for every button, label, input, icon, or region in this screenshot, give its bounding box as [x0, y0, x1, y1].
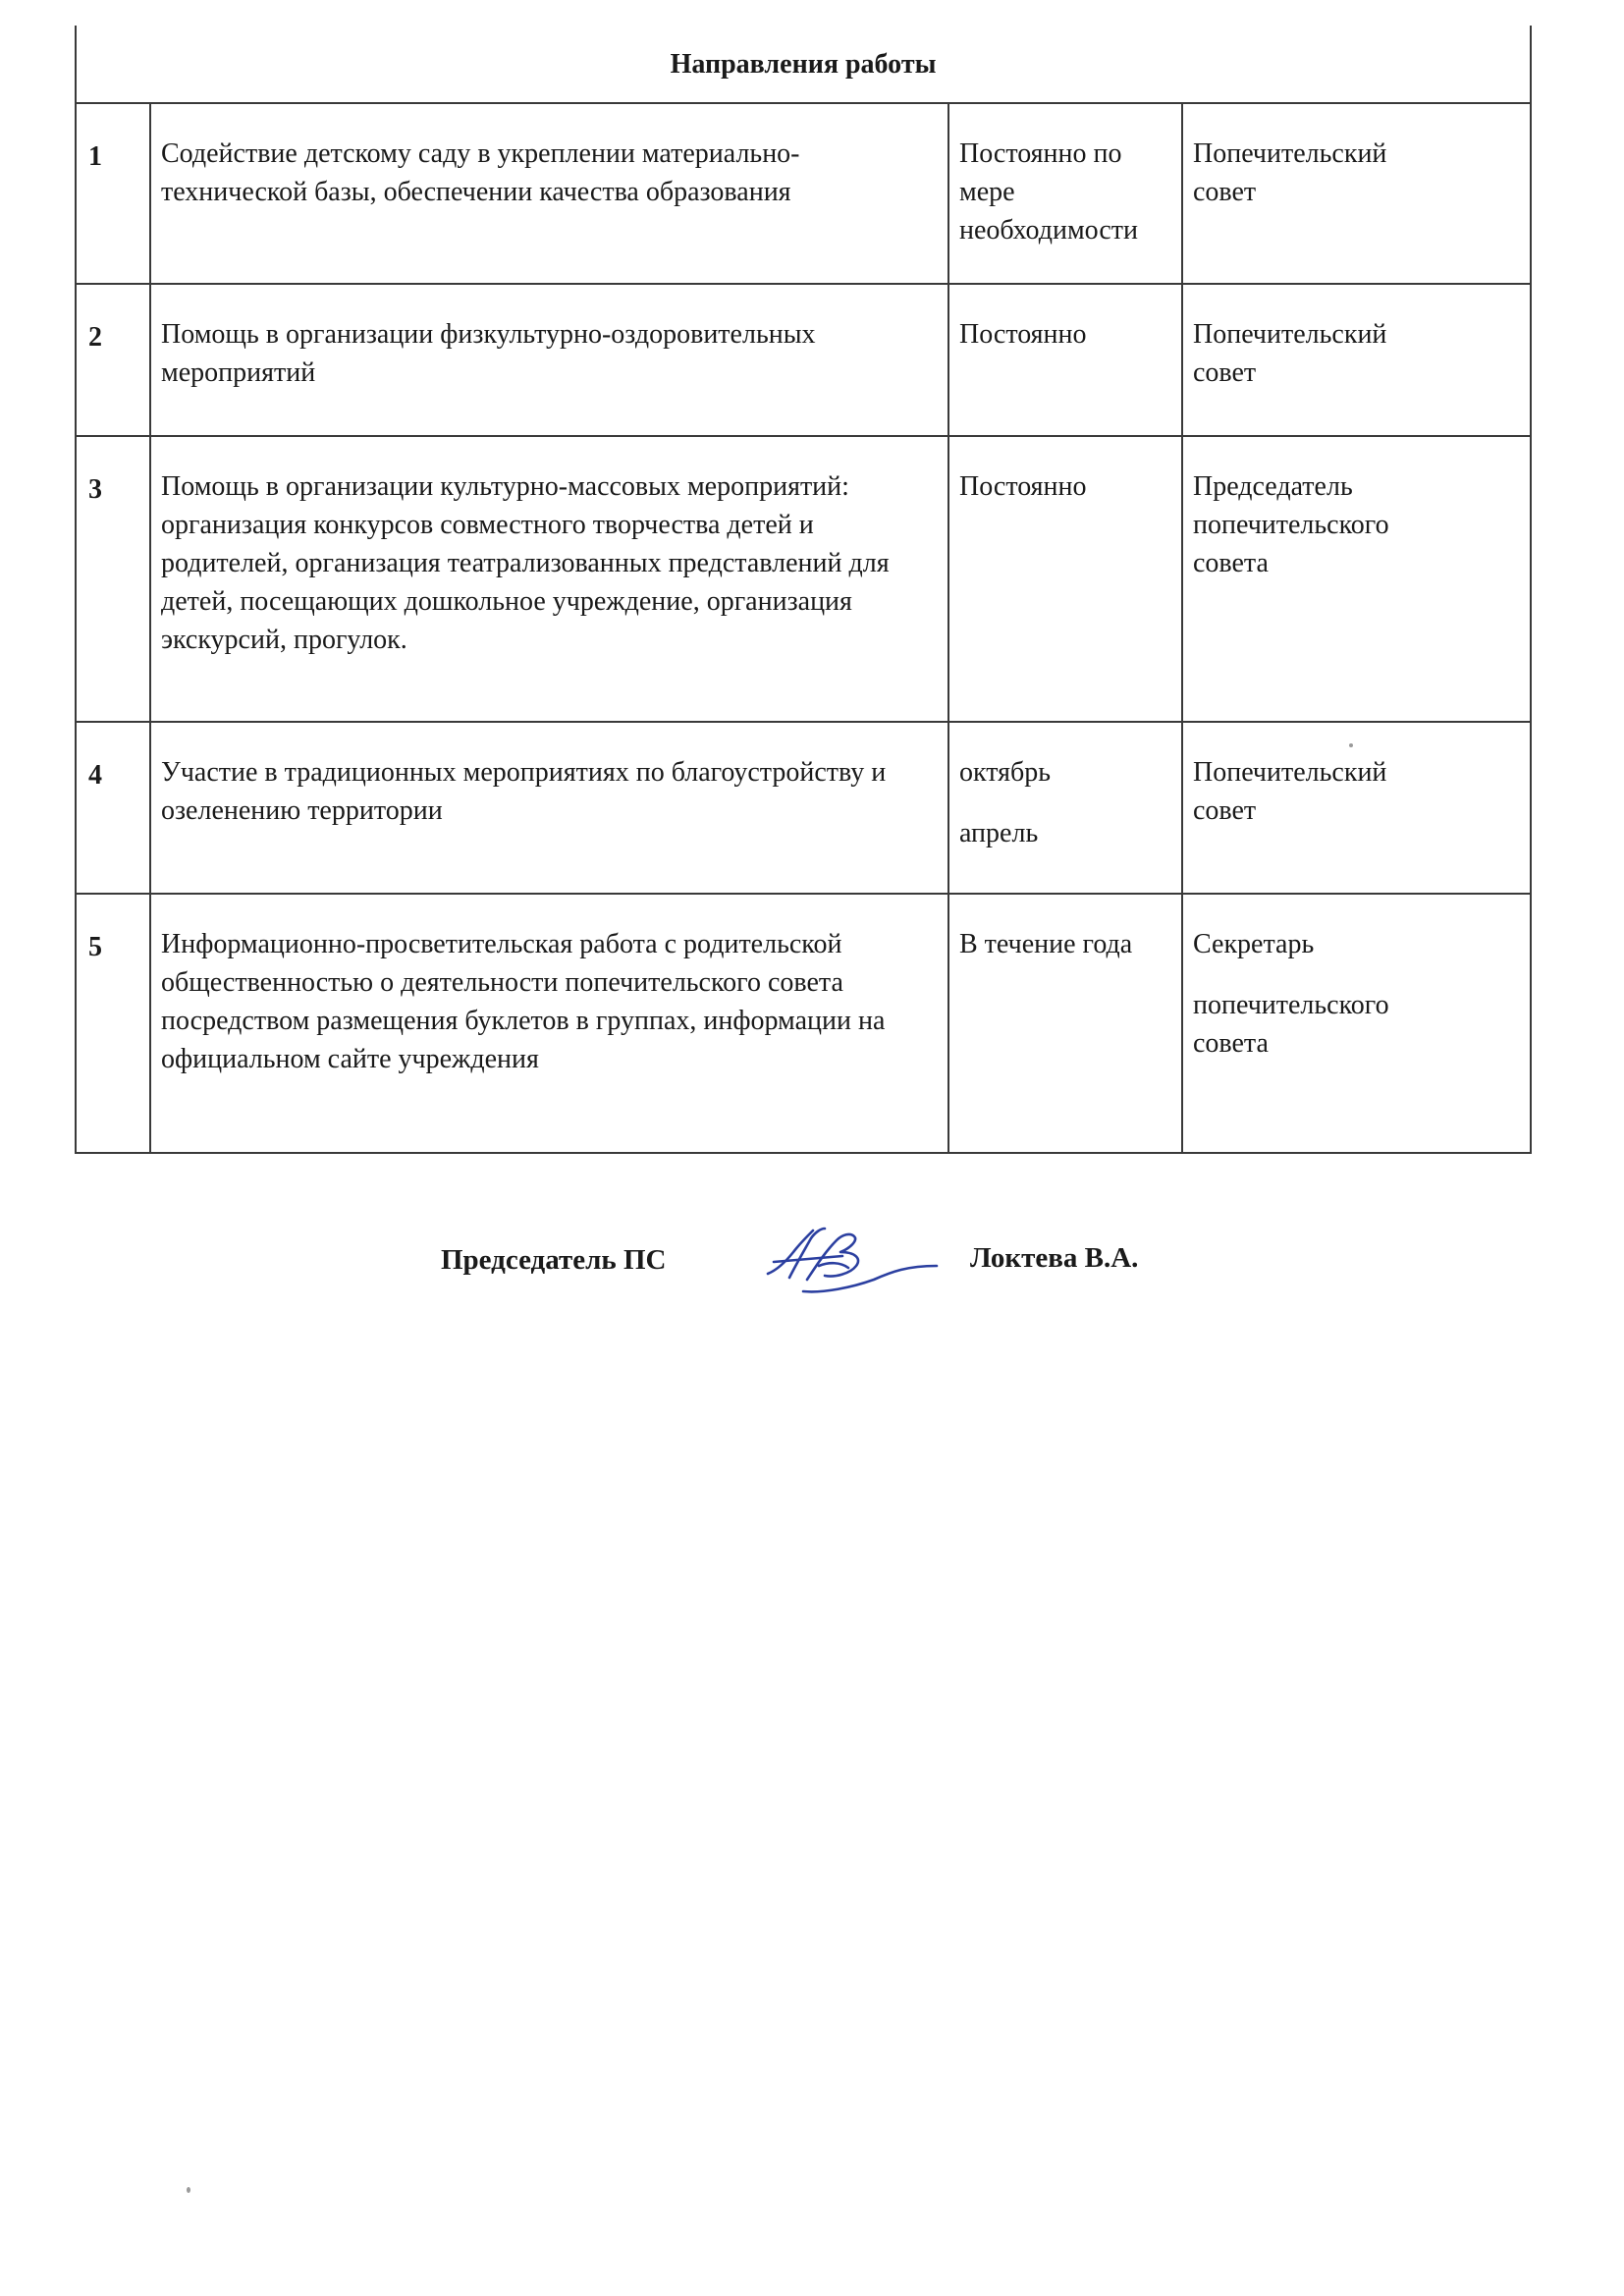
term-cell: [948, 284, 1182, 436]
responsible-cell: [1182, 284, 1531, 436]
signatory-title: Председатель ПС: [441, 1244, 667, 1276]
term-line: октябрь: [959, 757, 1051, 788]
scan-speck: [1349, 743, 1353, 747]
row-number: [76, 436, 150, 722]
row-number-text: 4: [88, 760, 102, 791]
term-line: Постоянно по: [959, 138, 1122, 169]
term-cell: [948, 894, 1182, 1153]
term-line: необходимости: [959, 215, 1139, 246]
responsible-line: Секретарь: [1193, 929, 1315, 959]
responsible-line: Попечительский: [1193, 319, 1387, 350]
table-header-row: [76, 26, 1531, 103]
term-cell: [948, 103, 1182, 284]
table-row: [76, 436, 1531, 722]
signature-block: [0, 1223, 1624, 1321]
term-cell: [948, 436, 1182, 722]
responsible-line: попечительского: [1193, 510, 1389, 540]
task-text: Участие в традиционных мероприятиях по благоустройству и озеленению территории: [161, 757, 887, 826]
handwritten-signature: [764, 1223, 941, 1301]
responsible-cell: [1182, 103, 1531, 284]
row-number: [76, 722, 150, 894]
table-row: [76, 894, 1531, 1153]
responsible-line: Председатель: [1193, 471, 1353, 502]
term-line: мере: [959, 177, 1015, 207]
task-cell: [150, 284, 948, 436]
task-cell: [150, 894, 948, 1153]
row-number-text: 3: [88, 474, 102, 505]
term-line: Постоянно: [959, 471, 1087, 502]
table-row: [76, 103, 1531, 284]
term-line: В течение года: [959, 929, 1133, 959]
task-text: Помощь в организации культурно-массовых мероприятий: организация конкурсов совместного творчества детей и родителей, организация театрализованных представлений для детей, посещающих дошкольное учреждение, организация экскурсий, прогулок.: [161, 471, 890, 655]
row-number: [76, 894, 150, 1153]
responsible-line: совета: [1193, 548, 1269, 578]
task-text: Содействие детскому саду в укреплении материально-технической базы, обеспечении качества образования: [161, 138, 800, 207]
task-cell: [150, 722, 948, 894]
row-number-text: 1: [88, 141, 102, 172]
task-cell: [150, 436, 948, 722]
responsible-line: попечительского: [1193, 990, 1389, 1020]
row-number-text: 2: [88, 322, 102, 353]
signatory-name: Локтева В.А.: [970, 1242, 1139, 1274]
responsible-cell: [1182, 436, 1531, 722]
task-text: Помощь в организации физкультурно-оздоровительных мероприятий: [161, 319, 816, 388]
table-header: Направления работы: [76, 26, 1531, 103]
scan-speck: [187, 2187, 190, 2193]
term-cell: [948, 722, 1182, 894]
row-number-text: 5: [88, 932, 102, 962]
responsible-line: совета: [1193, 1028, 1269, 1059]
table-row: [76, 722, 1531, 894]
responsible-cell: [1182, 722, 1531, 894]
work-plan-table: [75, 26, 1532, 1154]
responsible-line: совет: [1193, 795, 1257, 826]
responsible-line: совет: [1193, 357, 1257, 388]
term-line: апрель: [959, 818, 1039, 848]
row-number: [76, 284, 150, 436]
row-number: [76, 103, 150, 284]
responsible-line: Попечительский: [1193, 757, 1387, 788]
task-cell: [150, 103, 948, 284]
term-line: Постоянно: [959, 319, 1087, 350]
task-text: Информационно-просветительская работа с родительской общественностью о деятельности попечительского совета посредством размещения буклетов в группах, информации на официальном сайте учреждения: [161, 929, 886, 1074]
responsible-line: Попечительский: [1193, 138, 1387, 169]
responsible-line: совет: [1193, 177, 1257, 207]
table-row: [76, 284, 1531, 436]
responsible-cell: [1182, 894, 1531, 1153]
